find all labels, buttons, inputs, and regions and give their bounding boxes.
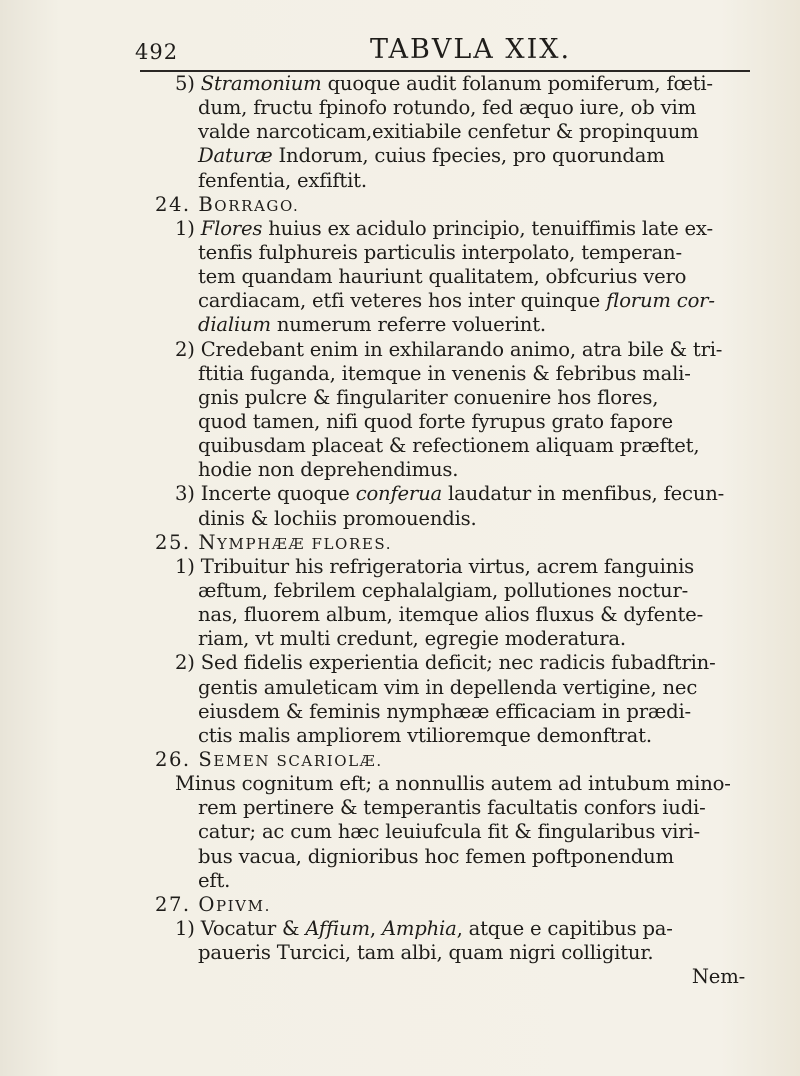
- text-line: [155, 144, 785, 168]
- text-run: 24. B: [155, 192, 215, 216]
- text-line: [155, 338, 785, 362]
- page-header: [135, 30, 735, 70]
- text-line: [155, 796, 785, 820]
- text-run: 26. S: [155, 747, 214, 771]
- text-run: 1) Tribuitur his refrigeratoria virtus, acrem fanguinis: [175, 554, 695, 578]
- text-run: 25. N: [155, 530, 218, 554]
- text-run: fenfentia, exfiftit.: [198, 168, 367, 192]
- text-run: hodie non deprehendimus.: [198, 458, 459, 482]
- text-run: ,: [369, 916, 382, 940]
- text-line: [155, 313, 785, 337]
- text-line: [155, 917, 785, 941]
- italic-term: Flores: [200, 216, 263, 240]
- text-line: [155, 700, 785, 724]
- italic-term: Daturæ: [198, 144, 273, 168]
- text-line: [155, 507, 785, 531]
- italic-term: dialium: [198, 313, 271, 337]
- text-run: Indorum, cuius fpecies, pro quorundam: [272, 144, 665, 168]
- text-run: catur; ac cum hæc leuiufcula fit & fingularibus viri-: [198, 820, 700, 844]
- text-run: riam, vt multi credunt, egregie moderatura.: [198, 627, 626, 651]
- text-run: numerum referre voluerint.: [270, 313, 546, 337]
- text-run: eft.: [198, 868, 231, 892]
- text-line: [155, 531, 785, 555]
- text-run: 2) Sed fidelis experientia deficit; nec radicis fubadftrin-: [175, 651, 716, 675]
- text-run: paueris Turcici, tam albi, quam nigri colligitur.: [198, 941, 654, 965]
- text-line: [155, 289, 785, 313]
- text-run: quoque audit folanum pomiferum, fœti-: [321, 72, 713, 95]
- text-run: gentis amuleticam vim in depellenda vertigine, nec: [198, 675, 698, 699]
- text-run: quod tamen, nifi quod forte fyrupus grato fapore: [198, 409, 673, 433]
- text-run: ORRAGO.: [214, 196, 300, 215]
- text-line: [155, 772, 785, 796]
- text-line: [155, 651, 785, 675]
- text-run: ftitia fuganda, itemque in venenis & febribus mali-: [198, 361, 691, 385]
- text-run: Nem-: [691, 965, 745, 989]
- text-run: valde narcoticam,exitiabile cenfetur & propinquum: [198, 120, 699, 144]
- text-line: [155, 820, 785, 844]
- text-run: 3) Incerte quoque: [175, 482, 356, 506]
- text-run: tem quandam hauriunt qualitatem, obfcurius vero: [198, 265, 687, 289]
- text-run: gnis pulcre & fingulariter conuenire hos flores,: [198, 385, 659, 409]
- text-run: Minus cognitum eft; a nonnullis autem ad intubum mino-: [175, 772, 731, 796]
- text-run: tenfis fulphureis particulis interpolato, temperan-: [198, 240, 682, 264]
- text-run: quibusdam placeat & refectionem aliquam præftet,: [198, 434, 700, 458]
- text-line: [155, 748, 785, 772]
- text-run: laudatur in menfibus, fecun-: [442, 482, 725, 506]
- italic-term: Affium: [305, 916, 370, 940]
- text-run: æftum, febrilem cephalalgiam, pollutiones noctur-: [198, 578, 689, 602]
- text-line: [155, 579, 785, 603]
- text-run: EMEN SCARIOLÆ.: [213, 751, 383, 770]
- text-run: , atque e capitibus pa-: [456, 916, 673, 940]
- text-line: [155, 555, 785, 579]
- text-run: 1): [175, 216, 201, 240]
- text-line: [155, 941, 785, 965]
- text-line: [155, 893, 785, 917]
- text-line: [155, 72, 785, 96]
- text-line: [155, 458, 785, 482]
- text-line: [155, 845, 785, 869]
- body-text: [155, 72, 785, 989]
- text-line: [155, 482, 785, 506]
- running-title: TABVLA XIX.: [370, 34, 572, 65]
- italic-term: conferua: [355, 482, 442, 506]
- text-line: [155, 869, 785, 893]
- text-line: [155, 434, 785, 458]
- text-run: rem pertinere & temperantis facultatis confors iudi-: [198, 796, 706, 820]
- text-run: bus vacua, dignioribus hoc femen poftponendum: [198, 844, 674, 868]
- text-line: [155, 362, 785, 386]
- italic-term: Stramonium: [200, 72, 322, 95]
- italic-term: florum cor-: [606, 289, 715, 313]
- text-run: YMPHÆÆ FLORES.: [217, 534, 393, 553]
- text-line: [155, 217, 785, 241]
- text-run: cardiacam, etfi veteres hos inter quinque: [198, 289, 607, 313]
- text-line: [155, 241, 785, 265]
- text-line: [155, 96, 785, 120]
- text-line: [155, 193, 785, 217]
- text-line: [155, 120, 785, 144]
- text-run: eiusdem & feminis nymphææ efficaciam in prædi-: [198, 699, 691, 723]
- text-run: 5): [175, 72, 201, 95]
- text-line: [155, 724, 785, 748]
- text-line: [155, 265, 785, 289]
- text-run: dinis & lochiis promouendis.: [198, 506, 477, 530]
- text-line: [155, 627, 785, 651]
- text-run: PIVM.: [215, 896, 271, 915]
- text-run: 27. O: [155, 892, 216, 916]
- text-run: 2) Credebant enim in exhilarando animo, atra bile & tri-: [175, 337, 723, 361]
- text-line: [155, 169, 785, 193]
- text-run: nas, fluorem album, itemque alios fluxus & dyfente-: [198, 603, 703, 627]
- text-line: [155, 965, 785, 989]
- page-number: 492: [135, 40, 179, 64]
- text-line: [155, 603, 785, 627]
- text-run: 1) Vocatur &: [175, 916, 306, 940]
- text-run: dum, fructu fpinofo rotundo, fed æquo iure, ob vim: [198, 96, 696, 120]
- text-line: [155, 676, 785, 700]
- text-run: ctis malis ampliorem vtilioremque demonftrat.: [198, 723, 652, 747]
- italic-term: Amphia: [381, 916, 457, 940]
- text-run: huius ex acidulo principio, tenuiffimis late ex-: [262, 216, 713, 240]
- text-line: [155, 386, 785, 410]
- text-line: [155, 410, 785, 434]
